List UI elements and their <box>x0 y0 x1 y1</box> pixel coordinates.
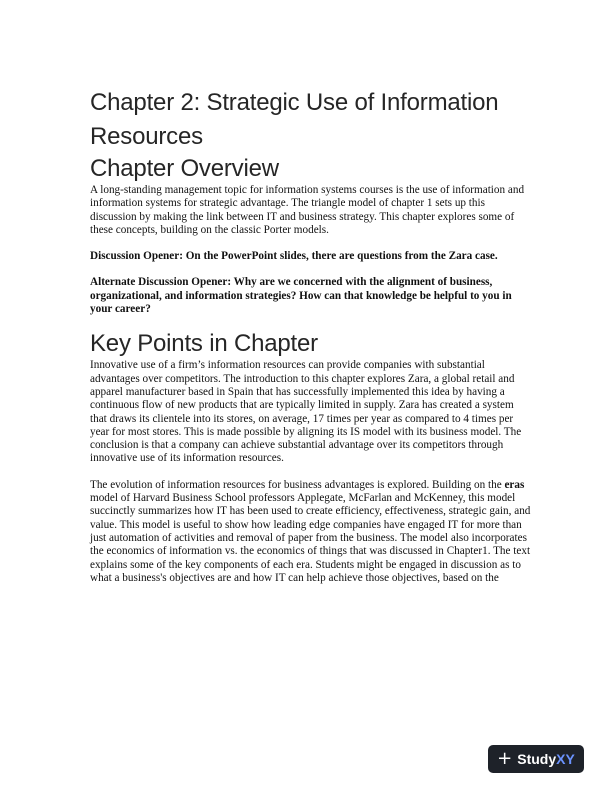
chapter-title: Chapter 2: Strategic Use of Information Resources <box>90 89 499 150</box>
eras-term: eras <box>504 478 525 491</box>
logo-text <box>517 751 575 767</box>
document-content <box>90 86 532 598</box>
key-points-paragraph-eras <box>90 479 532 585</box>
logo-text-xy: XY <box>556 751 575 767</box>
studyxy-logo[interactable] <box>488 745 584 773</box>
section-heading-key-points: Key Points in Chapter <box>90 330 318 358</box>
eras-text-before: The evolution of information resources for business advantages is explored. Building on the <box>90 478 505 491</box>
section-heading-overview: Chapter Overview <box>90 155 279 182</box>
alternate-discussion-opener: Alternate Discussion Opener: Why are we concerned with the alignment of business, organizational, and information strategies? How can that knowledge be helpful to you in your career? <box>90 276 512 316</box>
plus-icon: + <box>497 748 513 769</box>
overview-paragraph: A long-standing management topic for information systems courses is the use of information and information systems for strategic advantage. The triangle model of chapter 1 sets up this discussion by making the link between IT and business strategy. This chapter explores some of these concepts, building on the classic Porter models. <box>90 184 525 236</box>
discussion-opener: Discussion Opener: On the PowerPoint slides, there are questions from the Zara case. <box>90 250 498 263</box>
eras-text-after: model of Harvard Business School professors Applegate, McFarlan and McKenney, this model succinctly summarizes how IT has been used to create efficiency, effectiveness, strategic gain, and value. This model is useful to show how leading edge companies have engaged IT for more than just automation of activities and removal of paper from the business. The model also incorporates the economics of information vs. the economics of things that was discussed in Chapter1. The text explains some of the key components of each era. Students might be engaged in discussion as to what a business's objectives are and how IT can help achieve those objectives, based on the <box>90 492 531 584</box>
logo-text-study: Study <box>517 751 557 767</box>
key-points-paragraph-zara: Innovative use of a firm’s information resources can provide companies with substantial advantages over competitors. The introduction to this chapter explores Zara, a global retail and apparel manufacturer based in Spain that has successfully implemented this idea by having a continuous flow of new products that are typically limited in supply. Zara has created a system that draws its clientele into its stores, on average, 17 times per year as compared to 4 times per year for most stores. This is made possible by aligning its IS model with its business model. The conclusion is that a company can achieve substantial advantage over its competitors through innovative use of its information resources. <box>90 359 522 465</box>
